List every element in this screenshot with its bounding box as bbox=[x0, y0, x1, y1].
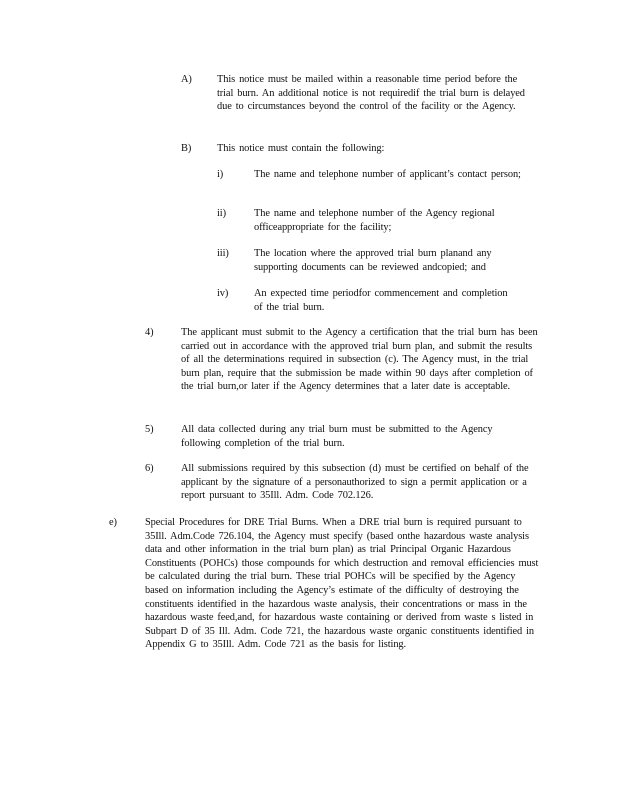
subclause-label: ii) bbox=[217, 208, 226, 219]
section-text: Special Procedures for DRE Trial Burns. When a DRE trial burn is required pursuant to 35Ill. Adm.Code 726.104, the Agency must specify (based onthe hazardous waste analysis data and other information in the trial burn plan) as trial Principal Organic Hazardous Constituents (POHCs) those compounds for which destruction and removal efficiencies must be calculated during the trial burn. These trial POHCs will be specified by the Agency based on information including the Agency’s estimate of the difficulty of destroying the constituents identified in the hazardous waste analysis, their concentrations or mass in the hazardous waste feed,and, for hazardous waste containing or derived from waste s listed in Subpart D of 35 Ill. Adm. Code 721, the hazardous waste organic constituents identified in Appendix G to 35Ill. Adm. Code 721 as the basis for listing. bbox=[145, 517, 539, 651]
subclause-text: The location where the approved trial burn planand any supporting documents can be reviewed andcopied; and bbox=[254, 248, 492, 273]
subclause-text: The name and telephone number of the Agency regional officeappropriate for the facility; bbox=[254, 208, 495, 233]
section-text: The applicant must submit to the Agency a certification that the trial burn has been carried out in accordance with the approved trial burn plan, and submit the results of all the determinations required in subsection (c). The Agency must, in the trial burn plan, require that the submission be made within 90 days after completion of the trial burn,or later if the Agency determines that a later date is acceptable. bbox=[181, 327, 538, 393]
subclause-label: iv) bbox=[217, 288, 229, 299]
section-text: All data collected during any trial burn must be submitted to the Agency following completion of the trial burn. bbox=[181, 424, 493, 449]
clause-text: This notice must contain the following: bbox=[217, 143, 385, 154]
clause-label: B) bbox=[181, 143, 192, 154]
section-text: All submissions required by this subsection (d) must be certified on behalf of the applicant by the signature of a personauthorized to sign a permit application or a report pursuant to 35Ill. Adm. Code 702.126. bbox=[181, 463, 529, 502]
section-label: 5) bbox=[145, 424, 154, 435]
subclause-text: The name and telephone number of applicant’s contact person; bbox=[254, 169, 521, 180]
section-label: 4) bbox=[145, 327, 154, 338]
clause-label: A) bbox=[181, 74, 192, 85]
subclause-label: i) bbox=[217, 169, 224, 180]
subclause-text: An expected time periodfor commencement and completion of the trial burn. bbox=[254, 288, 508, 313]
section-label: 6) bbox=[145, 463, 154, 474]
section-label: e) bbox=[109, 517, 117, 528]
clause-text: This notice must be mailed within a reasonable time period before the trial burn. An additional notice is not requiredif the trial burn is delayed due to circumstances beyond the control of the facility or the Agency. bbox=[217, 74, 525, 113]
subclause-label: iii) bbox=[217, 248, 229, 259]
